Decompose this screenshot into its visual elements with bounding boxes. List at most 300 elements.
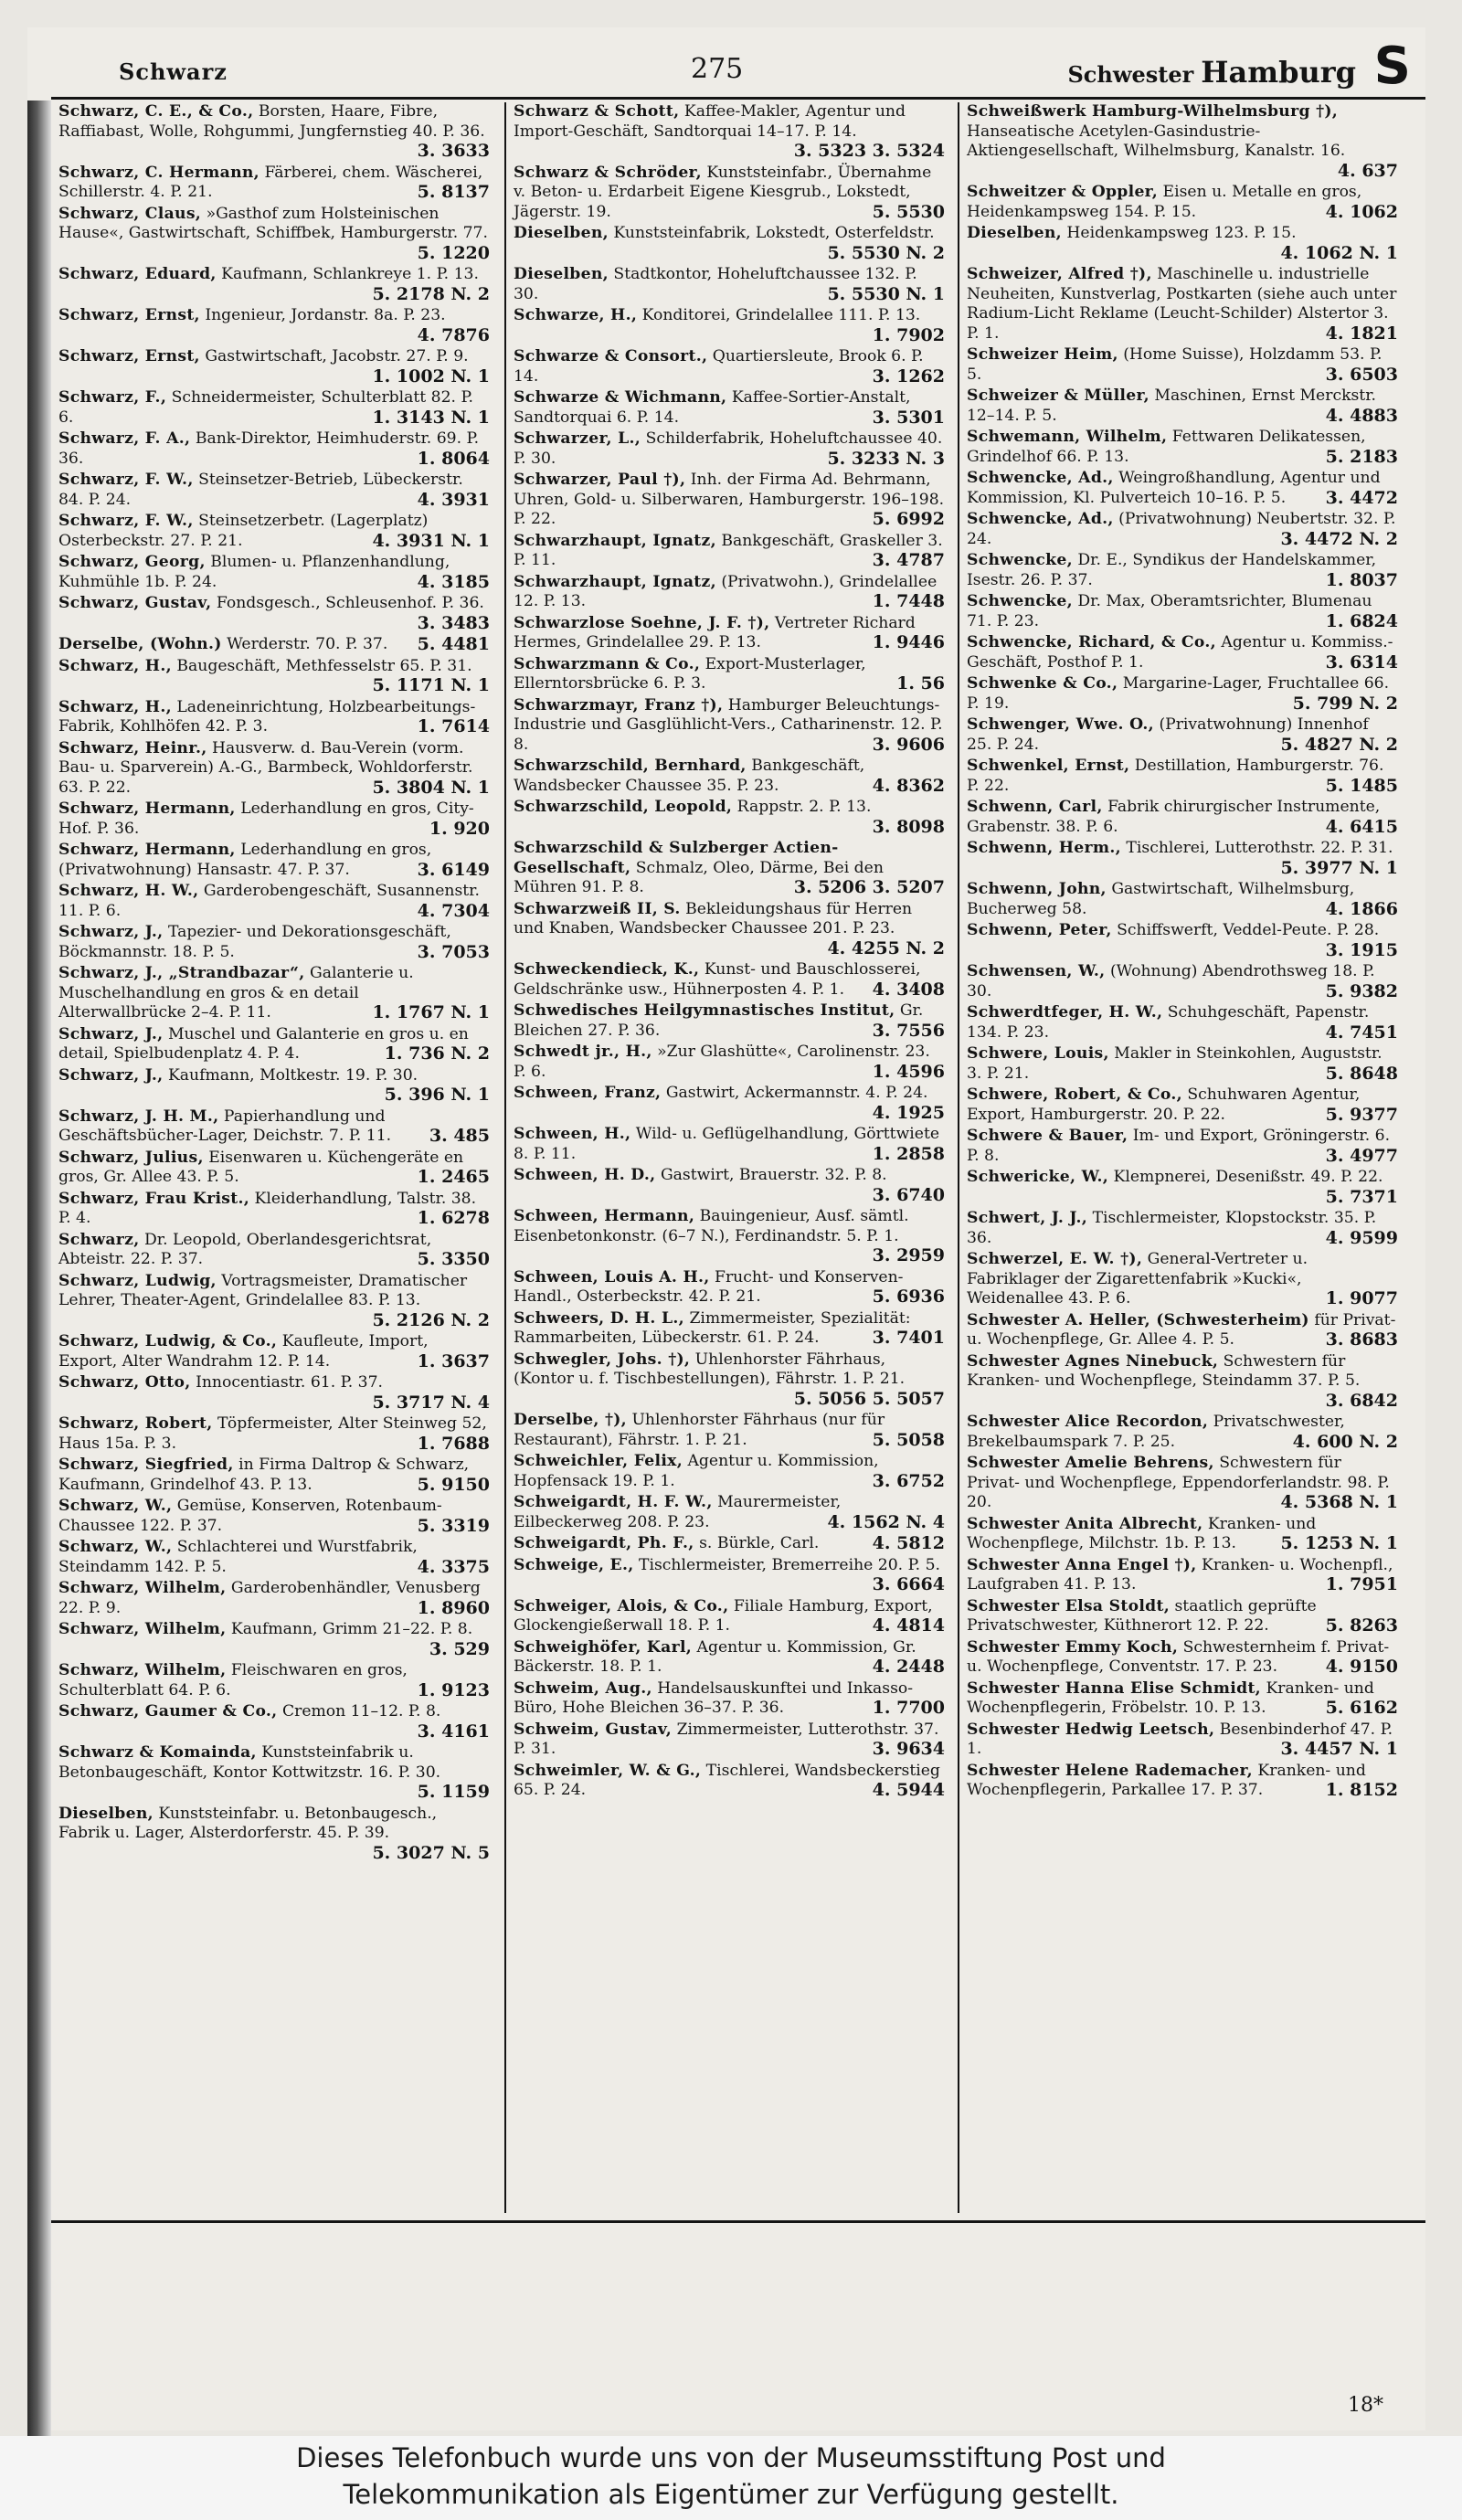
entry-details: Gr. Bleichen 27. P. 36.	[514, 1001, 924, 1040]
entry-details: Töpfermeister, Alter Steinweg 52, Haus 15a. P. 3.	[58, 1414, 487, 1453]
directory-entry	[51, 1579, 495, 1618]
entry-phone: 4. 4814	[872, 1615, 945, 1636]
entry-name: Schwencke, Ad.,	[967, 510, 1114, 528]
entry-phone: 5. 5530 N. 2	[827, 242, 945, 263]
page-number: 275	[691, 53, 744, 85]
directory-entry	[506, 347, 950, 386]
entry-details: Borsten, Haare, Fibre, Raffiabast, Wolle, Rohgummi, Jungfernstieg 40. P. 36.	[58, 102, 485, 141]
directory-entry	[959, 633, 1404, 672]
entry-details: Färberei, chem. Wäscherei, Schillerstr. 4. P. 21.	[58, 163, 483, 201]
entry-phone: 4. 2448	[872, 1657, 945, 1677]
entry-phone: 4. 3931 N. 1	[372, 530, 490, 551]
entry-details: Baugeschäft, Methfesselstr 65. P. 31.	[176, 656, 472, 675]
directory-entry	[959, 839, 1404, 878]
entry-name: Schwester Emmy Koch,	[967, 1637, 1179, 1657]
directory-entry	[959, 1209, 1404, 1248]
entry-name: Schwarz, J., „Strandbazar“,	[58, 964, 305, 982]
entry-name: Schwarz & Schröder,	[514, 163, 702, 182]
footer-line-1: Dieses Telefonbuch wurde uns von der Museumsstiftung Post und	[296, 2442, 1166, 2473]
entry-name: Schwarze & Consort.,	[514, 347, 708, 365]
entry-details: Maurermeister, Eilbeckerweg 208. P. 23.	[514, 1493, 842, 1531]
entry-details: Filiale Hamburg, Export, Glockengießerwall 18. P. 1.	[514, 1596, 933, 1635]
entry-details: Fabrik chirurgischer Instrumente, Grabenstr. 38. P. 6.	[967, 798, 1381, 836]
entry-details: Kaufmann, Schlankreye 1. P. 13.	[221, 265, 479, 283]
entry-name: Schwarz, J.,	[58, 923, 164, 941]
entry-details: Agentur u. Kommission, Gr. Bäckerstr. 18. P. 1.	[514, 1637, 916, 1676]
entry-phone: 4. 5812	[872, 1533, 945, 1553]
entry-phone: 1. 4596	[872, 1061, 945, 1082]
directory-entry	[506, 573, 950, 612]
entry-name: Schwarze & Wichmann,	[514, 388, 727, 407]
directory-entry	[51, 553, 495, 592]
directory-entry	[506, 429, 950, 469]
entry-details: (Privatwohnung) Innenhof 25. P. 24.	[967, 715, 1369, 754]
entry-details: Gastwirt, Ackermannstr. 4. P. 24.	[665, 1084, 928, 1102]
directory-entry	[506, 1556, 950, 1595]
directory-entry	[506, 1452, 950, 1491]
entry-details: Gastwirtschaft, Jacobstr. 27. P. 9.	[205, 347, 469, 365]
entry-phone: 3. 8683	[1325, 1329, 1398, 1350]
page-binding-edge	[27, 101, 51, 2458]
entry-name: Schwarz, J.,	[58, 1065, 164, 1085]
entry-name: Schwarzhaupt, Ignatz,	[514, 572, 716, 591]
entry-details: Kunststeinfabr., Übernahme v. Beton- u. Erdarbeit Eigene Kiesgrub., Lokstedt, Jägerstr. 19.	[514, 163, 932, 221]
entry-name: Schwedt jr., H.,	[514, 1043, 652, 1061]
entry-details: Kranken- und Wochenpflegerin, Fröbelstr. 10. P. 13.	[967, 1678, 1374, 1717]
entry-details: Fondsgesch., Schleusenhof. P. 36.	[216, 594, 484, 612]
directory-entry	[959, 715, 1404, 755]
entry-details: Handelsauskunftei und Inkasso-Büro, Hohe Bleichen 36–37. P. 36.	[514, 1678, 914, 1717]
directory-entry	[959, 510, 1404, 549]
entry-name: Schwenger, Wwe. O.,	[967, 715, 1154, 734]
entry-phone: 5. 5530	[872, 201, 945, 222]
directory-entry	[959, 921, 1404, 960]
entry-name: Schwarz, F.,	[58, 388, 167, 407]
entry-details: Gemüse, Konserven, Rotenbaum-Chaussee 122. P. 37.	[58, 1497, 442, 1535]
entry-phone: 3. 4472	[1325, 487, 1398, 508]
entry-name: Schweigardt, H. F. W.,	[514, 1493, 713, 1511]
entry-phone: 5. 1171 N. 1	[372, 675, 490, 695]
entry-details: Steinsetzerbetr. (Lagerplatz) Osterbeckstr. 27. P. 21.	[58, 512, 429, 550]
directory-entry	[959, 1638, 1404, 1678]
entry-details: Kaufleute, Import, Export, Alter Wandrahm 12. P. 14.	[58, 1332, 429, 1371]
directory-entry	[51, 429, 495, 469]
entry-phone: 1. 8037	[1325, 569, 1398, 590]
directory-entry	[959, 1044, 1404, 1084]
entry-details: Schwestern für Privat- und Wochenpflege, Eppendorferlandstr. 98. P. 20.	[967, 1454, 1390, 1511]
entry-phone: 1. 7688	[417, 1433, 490, 1454]
entry-phone: 1. 2465	[417, 1167, 490, 1187]
entry-details: Galanterie u. Muschelhandlung en gros & en detail Alterwallbrücke 2–4. P. 11.	[58, 964, 414, 1022]
entry-phone: 3. 4161	[417, 1721, 490, 1742]
entry-phone: 1. 6824	[1325, 610, 1398, 631]
entry-phone: 1. 3637	[417, 1350, 490, 1371]
directory-entry	[959, 1127, 1404, 1166]
entry-details: Wild- u. Geflügelhandlung, Görttwiete 8. P. 11.	[514, 1125, 940, 1163]
entry-name: Schween, H.,	[514, 1125, 631, 1143]
entry-details: Steinsetzer-Betrieb, Lübeckerstr. 84. P. 24.	[58, 471, 463, 509]
entry-details: Schiffswerft, Veddel-Peute. P. 28.	[1117, 921, 1380, 939]
directory-entry	[51, 1620, 495, 1659]
directory-entry	[959, 962, 1404, 1001]
entry-phone: 5. 3233 N. 3	[827, 448, 945, 469]
entry-details: Schneidermeister, Schulterblatt 82. P. 6.	[58, 388, 474, 427]
directory-entry	[506, 1001, 950, 1041]
entry-name: Schwarz, Ludwig,	[58, 1271, 217, 1290]
entry-phone: 4. 600 N. 2	[1292, 1431, 1398, 1452]
entry-name: Schwarz, H.,	[58, 656, 172, 675]
entry-phone: 1. 9123	[417, 1679, 490, 1700]
listing-columns	[51, 102, 1413, 2213]
entry-phone: 3. 3633	[417, 141, 490, 161]
entry-details: Maschinen, Ernst Merckstr. 12–14. P. 5.	[967, 386, 1377, 425]
entry-name: Schwenn, John,	[967, 880, 1107, 898]
entry-name: Schwester Elsa Stoldt,	[967, 1596, 1171, 1615]
entry-name: Schwarzschild, Bernhard,	[514, 757, 747, 775]
entry-name: Schwencke,	[967, 551, 1073, 569]
entry-phone: 5. 9382	[1325, 980, 1398, 1001]
directory-entry	[506, 532, 950, 571]
entry-phone: 3. 6149	[417, 859, 490, 880]
entry-details: staatlich geprüfte Privatschwester, Küthnerort 12. P. 22.	[967, 1596, 1317, 1635]
entry-details: General-Vertreter u. Fabriklager der Zigarettenfabrik »Kucki«, Weidenallee 43. P. 6.	[967, 1250, 1308, 1308]
entry-phone: 3. 9634	[872, 1739, 945, 1759]
entry-name: Schwarzmann & Co.,	[514, 654, 701, 673]
entry-details: Kranken- und Wochenpflege, Milchstr. 1b. P. 13.	[967, 1514, 1317, 1552]
entry-details: Schilderfabrik, Hoheluftchaussee 40. P. 30.	[514, 429, 943, 468]
entry-details: Tischlerei, Lutterothstr. 22. P. 31.	[1126, 839, 1393, 857]
entry-phone: 1. 9077	[1325, 1288, 1398, 1308]
entry-name: Schwerdtfeger, H. W.,	[967, 1003, 1163, 1022]
entry-name: Schwarz, Ludwig, & Co.,	[58, 1332, 278, 1350]
entry-details: Bekleidungshaus für Herren und Knaben, Wandsbecker Chaussee 201. P. 23.	[514, 899, 913, 937]
directory-entry	[51, 1805, 495, 1864]
entry-phone: 5. 1485	[1325, 775, 1398, 796]
directory-entry	[51, 512, 495, 551]
entry-name: Schwencke, Ad.,	[967, 469, 1114, 487]
directory-entry	[506, 164, 950, 223]
directory-entry	[959, 102, 1404, 181]
entry-details: in Firma Daltrop & Schwarz, Kaufmann, Grindelhof 43. P. 13.	[58, 1456, 470, 1494]
directory-entry	[506, 1125, 950, 1164]
directory-entry	[959, 469, 1404, 508]
entry-name: Schwester Anna Engel †),	[967, 1555, 1197, 1574]
directory-entry	[959, 880, 1404, 919]
entry-details: Schmalz, Oleo, Därme, Bei den Mühren 91. P. 8.	[514, 858, 884, 896]
entry-name: Schweizer & Müller,	[967, 386, 1149, 405]
entry-phone: 5. 9377	[1325, 1104, 1398, 1125]
entry-name: Dieselben,	[967, 224, 1062, 242]
directory-entry	[506, 1534, 950, 1554]
directory-entry	[506, 471, 950, 530]
directory-entry	[959, 1454, 1404, 1513]
header-city: Hamburg	[1201, 55, 1356, 90]
directory-entry	[51, 1332, 495, 1371]
entry-name: Schwenn, Peter,	[967, 921, 1112, 939]
directory-entry	[959, 592, 1404, 631]
entry-details: Schlachterei und Wurstfabrik, Steindamm 142. P. 5.	[58, 1538, 418, 1576]
directory-entry	[959, 1679, 1404, 1719]
entry-phone: 1. 7902	[872, 324, 945, 345]
entry-details: Werderstr. 70. P. 37.	[227, 635, 388, 653]
directory-entry	[959, 183, 1404, 222]
directory-entry	[51, 1743, 495, 1803]
entry-details: Im- und Export, Gröningerstr. 6. P. 8.	[967, 1127, 1391, 1165]
entry-details: Kleiderhandlung, Talstr. 38. P. 4.	[58, 1189, 477, 1227]
entry-phone: 4. 3375	[417, 1556, 490, 1577]
entry-name: Schwester Amelie Behrens,	[967, 1454, 1214, 1472]
directory-entry	[506, 1411, 950, 1450]
entry-details: Stadtkontor, Hoheluftchaussee 132. P. 30.	[514, 265, 917, 303]
directory-entry	[51, 964, 495, 1023]
directory-entry	[959, 1311, 1404, 1350]
entry-name: Schwenn, Carl,	[967, 798, 1103, 816]
entry-details: Schwesternheim f. Privat- u. Wochenpflege, Conventstr. 17. P. 23.	[967, 1637, 1390, 1676]
entry-details: Vortragsmeister, Dramatischer Lehrer, Theater-Agent, Grindelallee 83. P. 13.	[58, 1271, 468, 1309]
entry-phone: 3. 485	[429, 1126, 490, 1146]
directory-entry	[959, 1762, 1404, 1801]
entry-name: Schwarz, C. E., & Co.,	[58, 102, 254, 121]
entry-name: Dieselben,	[58, 1804, 154, 1823]
entry-name: Schwenkel, Ernst,	[967, 757, 1130, 775]
entry-phone: 5. 2183	[1325, 446, 1398, 467]
entry-details: Kunststeinfabr. u. Betonbaugesch., Fabrik u. Lager, Alsterdorferstr. 45. P. 39.	[58, 1804, 438, 1842]
entry-details: Garderobenhändler, Venusberg 22. P. 9.	[58, 1579, 481, 1617]
entry-phone: 4. 8362	[872, 775, 945, 796]
entry-name: Schwarzmayr, Franz †),	[514, 695, 724, 715]
entry-details: (Privatwohnung) Neubertstr. 32. P. 24.	[967, 510, 1396, 548]
entry-phone: 1. 2858	[872, 1143, 945, 1164]
entry-phone: 5. 5530 N. 1	[827, 283, 945, 304]
header-letter: S	[1373, 37, 1411, 96]
entry-name: Schwarzer, L.,	[514, 429, 641, 448]
entry-phone: 1. 8064	[417, 448, 490, 469]
entry-name: Schwarz, Ernst,	[58, 306, 200, 324]
directory-entry	[506, 388, 950, 428]
directory-entry	[51, 164, 495, 203]
entry-phone: 5. 2178 N. 2	[372, 283, 490, 304]
entry-phone: 4. 3185	[417, 571, 490, 592]
entry-details: Ingenieur, Jordanstr. 8a. P. 23.	[205, 306, 446, 324]
entry-name: Schwensen, W.,	[967, 962, 1106, 980]
entry-details: Uhlenhorster Fährhaus (nur für Restaurant), Fährstr. 1. P. 21.	[514, 1411, 885, 1449]
directory-entry	[506, 102, 950, 162]
entry-name: Schwarz, C. Hermann,	[58, 163, 260, 182]
entry-name: Schwarz, Gaumer & Co.,	[58, 1702, 278, 1721]
directory-entry	[51, 265, 495, 304]
entry-phone: 5. 8648	[1325, 1063, 1398, 1084]
directory-entry	[506, 1309, 950, 1349]
entry-name: Schwarz, F. A.,	[58, 429, 191, 448]
entry-details: Schuhgeschäft, Papenstr. 134. P. 23.	[967, 1003, 1370, 1042]
entry-details: Kunststeinfabrik, Lokstedt, Osterfeldstr.	[613, 224, 935, 242]
entry-details: (Wohnung) Abendrothsweg 18. P. 30.	[967, 962, 1375, 1001]
entry-phone: 4. 9150	[1325, 1657, 1398, 1677]
entry-details: Cremon 11–12. P. 8.	[281, 1702, 441, 1721]
entry-details: Fettwaren Delikatessen, Grindelhof 66. P. 13.	[967, 428, 1366, 466]
entry-name: Schwarz, Claus,	[58, 204, 202, 223]
entry-details: Bank-Direktor, Heimhuderstr. 69. P. 36.	[58, 429, 480, 468]
directory-entry	[959, 345, 1404, 385]
entry-phone: 1. 56	[896, 673, 945, 694]
entry-phone: 3. 6503	[1325, 364, 1398, 385]
entry-phone: 5. 8137	[417, 182, 490, 202]
entry-phone: 5. 3027 N. 5	[372, 1842, 490, 1863]
entry-phone: 4. 7451	[1325, 1022, 1398, 1043]
entry-phone: 4. 3931	[417, 489, 490, 510]
entry-phone: 1. 9446	[872, 632, 945, 652]
entry-phone: 5. 5058	[872, 1429, 945, 1450]
header-right-keyword	[1067, 55, 1356, 90]
directory-entry	[959, 265, 1404, 344]
entry-details: Bankgeschäft, Wandsbecker Chaussee 35. P. 23.	[514, 757, 865, 795]
directory-entry	[51, 1149, 495, 1188]
entry-phone: 5. 5056 5. 5057	[793, 1388, 945, 1409]
entry-details: für Privat- u. Wochenpflege, Gr. Allee 4. P. 5.	[967, 1310, 1396, 1349]
directory-entry	[959, 1085, 1404, 1125]
directory-entry	[506, 1043, 950, 1082]
entry-phone: 3. 6752	[872, 1470, 945, 1491]
entry-phone: 3. 6842	[1325, 1390, 1398, 1411]
directory-entry	[506, 1084, 950, 1123]
entry-phone: 4. 1562 N. 4	[827, 1511, 945, 1532]
directory-entry	[959, 1250, 1404, 1309]
entry-details: Margarine-Lager, Fruchtallee 66. P. 19.	[967, 674, 1390, 713]
entry-name: Schwarz, W.,	[58, 1538, 173, 1556]
entry-name: Schweim, Aug.,	[514, 1678, 652, 1698]
entry-name: Schweckendieck, K.,	[514, 960, 700, 979]
entry-phone: 3. 9606	[872, 734, 945, 755]
entry-name: Schwedisches Heilgymnastisches Institut,	[514, 1001, 895, 1020]
entry-phone: 4. 1866	[1325, 898, 1398, 919]
entry-name: Schwere & Bauer,	[967, 1127, 1128, 1145]
entry-phone: 4. 7876	[417, 324, 490, 345]
directory-entry	[959, 386, 1404, 426]
entry-name: Schweers, D. H. L.,	[514, 1308, 684, 1328]
directory-entry	[51, 1272, 495, 1331]
entry-phone: 5. 7371	[1325, 1186, 1398, 1207]
entry-name: Schwarz, Wilhelm,	[58, 1579, 227, 1597]
entry-details: Klempnerei, Desenißstr. 49. P. 22.	[1113, 1168, 1383, 1186]
entry-name: Schweigardt, Ph. F.,	[514, 1534, 694, 1552]
entry-phone: 4. 3408	[872, 979, 945, 1000]
entry-name: Schwarz, Eduard,	[58, 265, 217, 283]
entry-phone: 5. 3319	[417, 1515, 490, 1536]
entry-details: Lederhandlung en gros, (Privatwohnung) Hansastr. 47. P. 37.	[58, 841, 432, 879]
column-2	[504, 102, 950, 2213]
entry-phone: 3. 6740	[872, 1184, 945, 1205]
entry-details: Zimmermeister, Lutterothstr. 37. P. 31.	[514, 1720, 939, 1758]
entry-name: Schwarz, F. W.,	[58, 471, 194, 489]
entry-details: Kaffee-Sortier-Anstalt, Sandtorquai 6. P. 14.	[514, 388, 911, 427]
entry-phone: 1. 8152	[1325, 1780, 1398, 1800]
entry-details: »Zur Glashütte«, Carolinenstr. 23. P. 6.	[514, 1043, 930, 1081]
entry-name: Schwarze, H.,	[514, 306, 638, 324]
entry-name: Schween, Louis A. H.,	[514, 1267, 710, 1286]
directory-entry	[51, 102, 495, 162]
entry-name: Schweizer, Alfred †),	[967, 265, 1152, 283]
entry-name: Schwarz,	[58, 1230, 140, 1249]
archive-footer	[0, 2436, 1462, 2520]
entry-name: Schwarz, Wilhelm,	[58, 1661, 227, 1679]
directory-entry	[51, 841, 495, 880]
entry-phone: 3. 6314	[1325, 651, 1398, 672]
entry-name: Schweißwerk Hamburg-Wilhelmsburg †),	[967, 102, 1339, 121]
entry-name: Schwarzlose Soehne, J. F. †),	[514, 613, 770, 632]
entry-details: Bauingenieur, Ausf. sämtl. Eisenbetonkonstr. (6–7 N.), Ferdinandstr. 5. P. 1.	[514, 1207, 909, 1245]
directory-entry	[959, 1168, 1404, 1207]
entry-name: Schwarz, Julius,	[58, 1148, 204, 1167]
entry-details: Kaufmann, Moltkestr. 19. P. 30.	[167, 1065, 418, 1085]
directory-entry	[51, 635, 495, 655]
entry-name: Schwarz, Hermann,	[58, 841, 236, 859]
entry-details: Garderobengeschäft, Susannenstr. 11. P. 6.	[58, 882, 480, 920]
entry-phone: 1. 7448	[872, 591, 945, 611]
entry-phone: 3. 4472 N. 2	[1280, 528, 1398, 549]
entry-name: Schween, Franz,	[514, 1084, 662, 1102]
header-right-sub: Schwester	[1067, 61, 1194, 88]
directory-entry	[51, 1025, 495, 1064]
directory-entry	[959, 757, 1404, 796]
entry-details: Tapezier- und Dekorationsgeschäft, Böckmannstr. 18. P. 5.	[58, 923, 451, 961]
entry-name: Schwester Helene Rademacher,	[967, 1761, 1253, 1780]
entry-details: Inh. der Firma Ad. Behrmann, Uhren, Gold- u. Silberwaren, Hamburgerstr. 196–198. P. 22.	[514, 471, 945, 528]
directory-entry	[959, 551, 1404, 590]
directory-entry	[51, 657, 495, 696]
entry-phone: 5. 3717 N. 4	[372, 1392, 490, 1413]
entry-phone: 4. 5944	[872, 1780, 945, 1800]
column-3	[958, 102, 1404, 2213]
directory-entry	[506, 1679, 950, 1719]
entry-phone: 3. 3483	[417, 612, 490, 633]
entry-details: Schuhwaren Agentur, Export, Hamburgerstr. 20. P. 22.	[967, 1085, 1361, 1124]
entry-details: Kunststeinfabrik u. Betonbaugeschäft, Kontor Kottwitzstr. 16. P. 30.	[58, 1743, 441, 1782]
entry-phone: 3. 5323 3. 5324	[793, 141, 945, 161]
entry-phone: 5. 1253 N. 1	[1280, 1533, 1398, 1553]
entry-details: »Gasthof zum Holsteinischen Hause«, Gastwirtschaft, Schiffbek, Hamburgerstr. 77.	[58, 204, 488, 242]
directory-entry	[506, 1268, 950, 1308]
entry-phone: 1. 6278	[417, 1208, 490, 1228]
directory-entry	[51, 799, 495, 839]
entry-details: Innocentiastr. 61. P. 37.	[196, 1373, 383, 1392]
entry-details: Rappstr. 2. P. 13.	[736, 798, 872, 816]
entry-name: Schwert, J. J.,	[967, 1209, 1088, 1227]
entry-phone: 3. 1262	[872, 365, 945, 386]
directory-entry	[51, 1190, 495, 1229]
entry-name: Schwarz & Komainda,	[58, 1743, 257, 1762]
entry-details: Eisen u. Metalle en gros, Heidenkampsweg 154. P. 15.	[967, 183, 1362, 221]
directory-entry	[51, 306, 495, 345]
entry-phone: 5. 6936	[872, 1286, 945, 1307]
entry-name: Schwarz, H. W.,	[58, 882, 199, 900]
bottom-rule	[51, 2220, 1425, 2223]
header-left-keyword: Schwarz	[119, 58, 228, 85]
entry-name: Schwarz, Otto,	[58, 1373, 191, 1392]
entry-phone: 3. 7556	[872, 1020, 945, 1041]
entry-phone: 4. 1821	[1325, 323, 1398, 344]
directory-entry	[506, 614, 950, 653]
entry-details: Makler in Steinkohlen, Auguststr. 3. P. 21.	[967, 1044, 1383, 1083]
entry-name: Schwarz, Gustav,	[58, 594, 212, 612]
directory-entry	[51, 594, 495, 633]
entry-phone: 5. 4827 N. 2	[1280, 734, 1398, 755]
entry-details: Tischlermeister, Klopstockstr. 35. P. 36.	[967, 1209, 1377, 1247]
entry-name: Schwarz, Wilhelm,	[58, 1620, 227, 1638]
directory-entry	[506, 655, 950, 694]
entry-name: Schweichler, Felix,	[514, 1452, 683, 1470]
entry-details: Kaffee-Makler, Agentur und Import-Geschäft, Sandtorquai 14–17. P. 14.	[514, 102, 906, 141]
directory-entry	[959, 1721, 1404, 1760]
